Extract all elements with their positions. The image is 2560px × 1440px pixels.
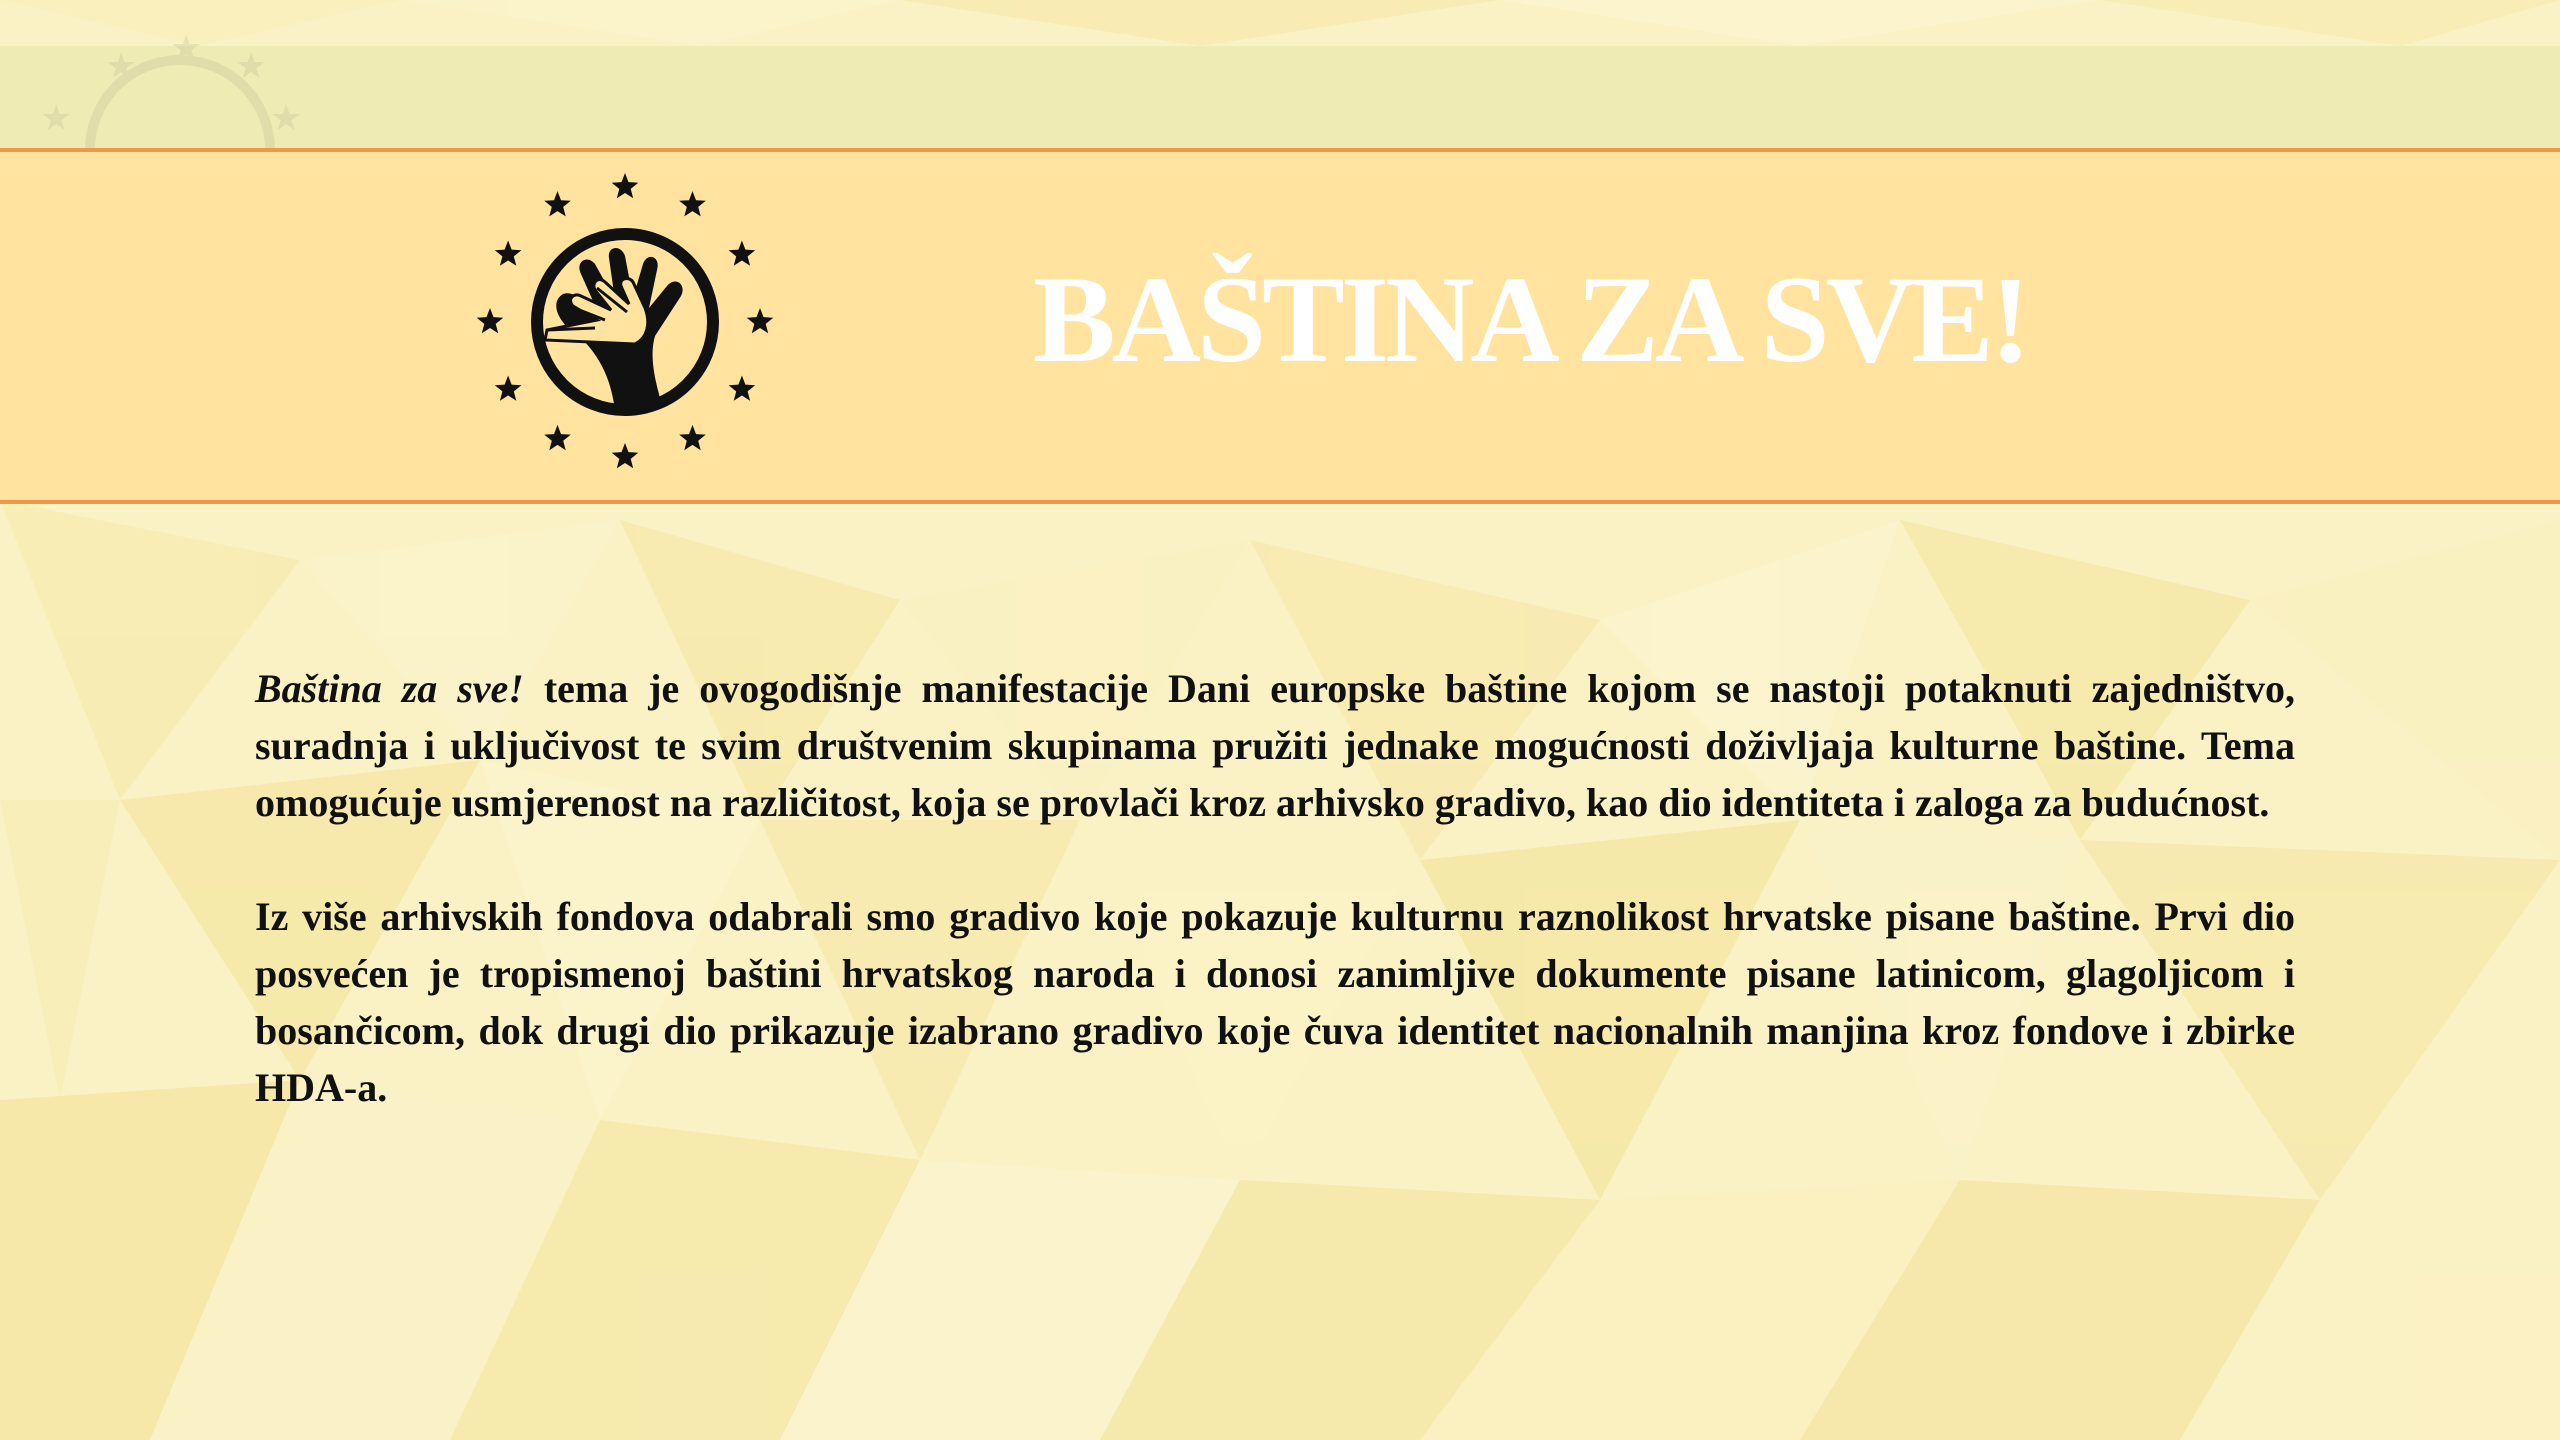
paragraph-intro-text: tema je ovogodišnje manifestacije Dani europske baštine kojom se nastoji potaknuti zajedništvo, suradnja i uključivost te svim društvenim skupinama pružiti jednake mogućnosti doživljaja kulturne baštine. Tema omogućuje usmjerenost na različitost, koja se provlači kroz arhivsko gradivo, kao dio identiteta i zaloga za budućnost.: [255, 666, 2295, 825]
paragraph-emphasis: Baština za sve!: [255, 666, 524, 711]
star-icon: [544, 425, 571, 450]
star-icon: [747, 308, 774, 333]
stars-circle-hands-icon: [475, 172, 775, 472]
star-icon: [612, 443, 639, 468]
star-icon: [495, 376, 522, 401]
svg-text:★: ★: [40, 98, 73, 139]
star-icon: [729, 376, 756, 401]
top-strip: [0, 46, 2560, 150]
body-text: [255, 660, 2295, 1173]
svg-text:★: ★: [105, 46, 138, 87]
star-icon: [612, 173, 639, 198]
svg-text:★: ★: [235, 46, 268, 87]
star-icon: [477, 308, 504, 333]
star-icon: [729, 241, 756, 266]
page-title: BAŠTINA ZA SVE!: [1032, 251, 2028, 388]
paragraph-collections: Iz više arhivskih fondova odabrali smo gradivo koje pokazuje kulturnu raznolikost hrvatske pisane baštine. Prvi dio posvećen je tropismenoj baštini hrvatskog naroda i donosi zanimljive dokumente pisane latinicom, glagoljicom i bosančicom, dok drugi dio prikazuje izabrano gradivo koje čuva identitet nacionalnih manjina kroz fondove i zbirke HDA-a.: [255, 894, 2295, 1110]
star-icon: [679, 425, 706, 450]
stars-circle-icon: [30, 30, 310, 150]
svg-text:★: ★: [170, 30, 203, 69]
star-icon: [495, 241, 522, 266]
svg-text:★: ★: [270, 98, 303, 139]
paragraph-intro: [255, 660, 2295, 831]
star-icon: [544, 191, 571, 216]
star-icon: [679, 191, 706, 216]
